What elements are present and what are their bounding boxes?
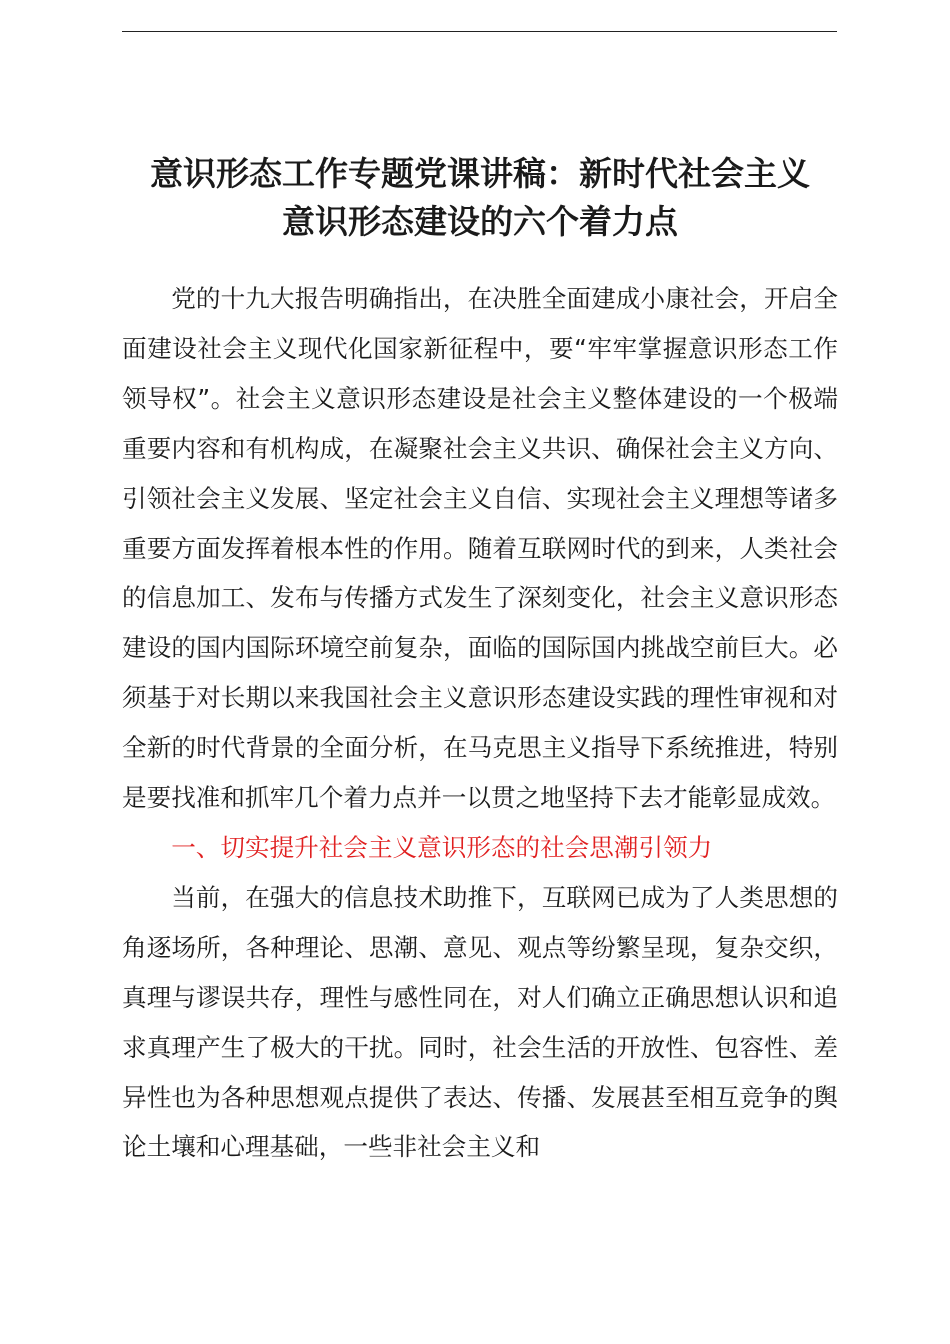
paragraph-section-1: 当前，在强大的信息技术助推下，互联网已成为了人类思想的角逐场所，各种理论、思潮、意见、观点等纷繁呈现，复杂交织，真理与谬误共存，理性与感性同在，对人们确立正确思想认识和追求真理产生了极大的干扰。同时，社会生活的开放性、包容性、差异性也为各种思想观点提供了表达、传播、发展甚至相互竞争的舆论土壤和心理基础，一些非社会主义和 xyxy=(122,882,838,1162)
document-body xyxy=(122,274,838,1172)
title-line-1: 意识形态工作专题党课讲稿：新时代社会主义 xyxy=(150,154,810,193)
title-line-2: 意识形态建设的六个着力点 xyxy=(282,202,678,241)
header-rule xyxy=(122,31,837,32)
section-heading-1: 一、切实提升社会主义意识形态的社会思潮引领力 xyxy=(171,832,713,862)
paragraph-intro: 党的十九大报告明确指出，在决胜全面建成小康社会，开启全面建设社会主义现代化国家新征程中，要“牢牢掌握意识形态工作领导权”。社会主义意识形态建设是社会主义整体建设的一个极端重要内容和有机构成，在凝聚社会主义共识、确保社会主义方向、引领社会主义发展、坚定社会主义自信、实现社会主义理想等诸多重要方面发挥着根本性的作用。随着互联网时代的到来，人类社会的信息加工、发布与传播方式发生了深刻变化，社会主义意识形态建设的国内国际环境空前复杂，面临的国际国内挑战空前巨大。必须基于对长期以来我国社会主义意识形态建设实践的理性审视和对全新的时代背景的全面分析，在马克思主义指导下系统推进，特别是要找准和抓牢几个着力点并一以贯之地坚持下去才能彰显成效。 xyxy=(122,284,838,813)
document-title xyxy=(110,150,850,246)
